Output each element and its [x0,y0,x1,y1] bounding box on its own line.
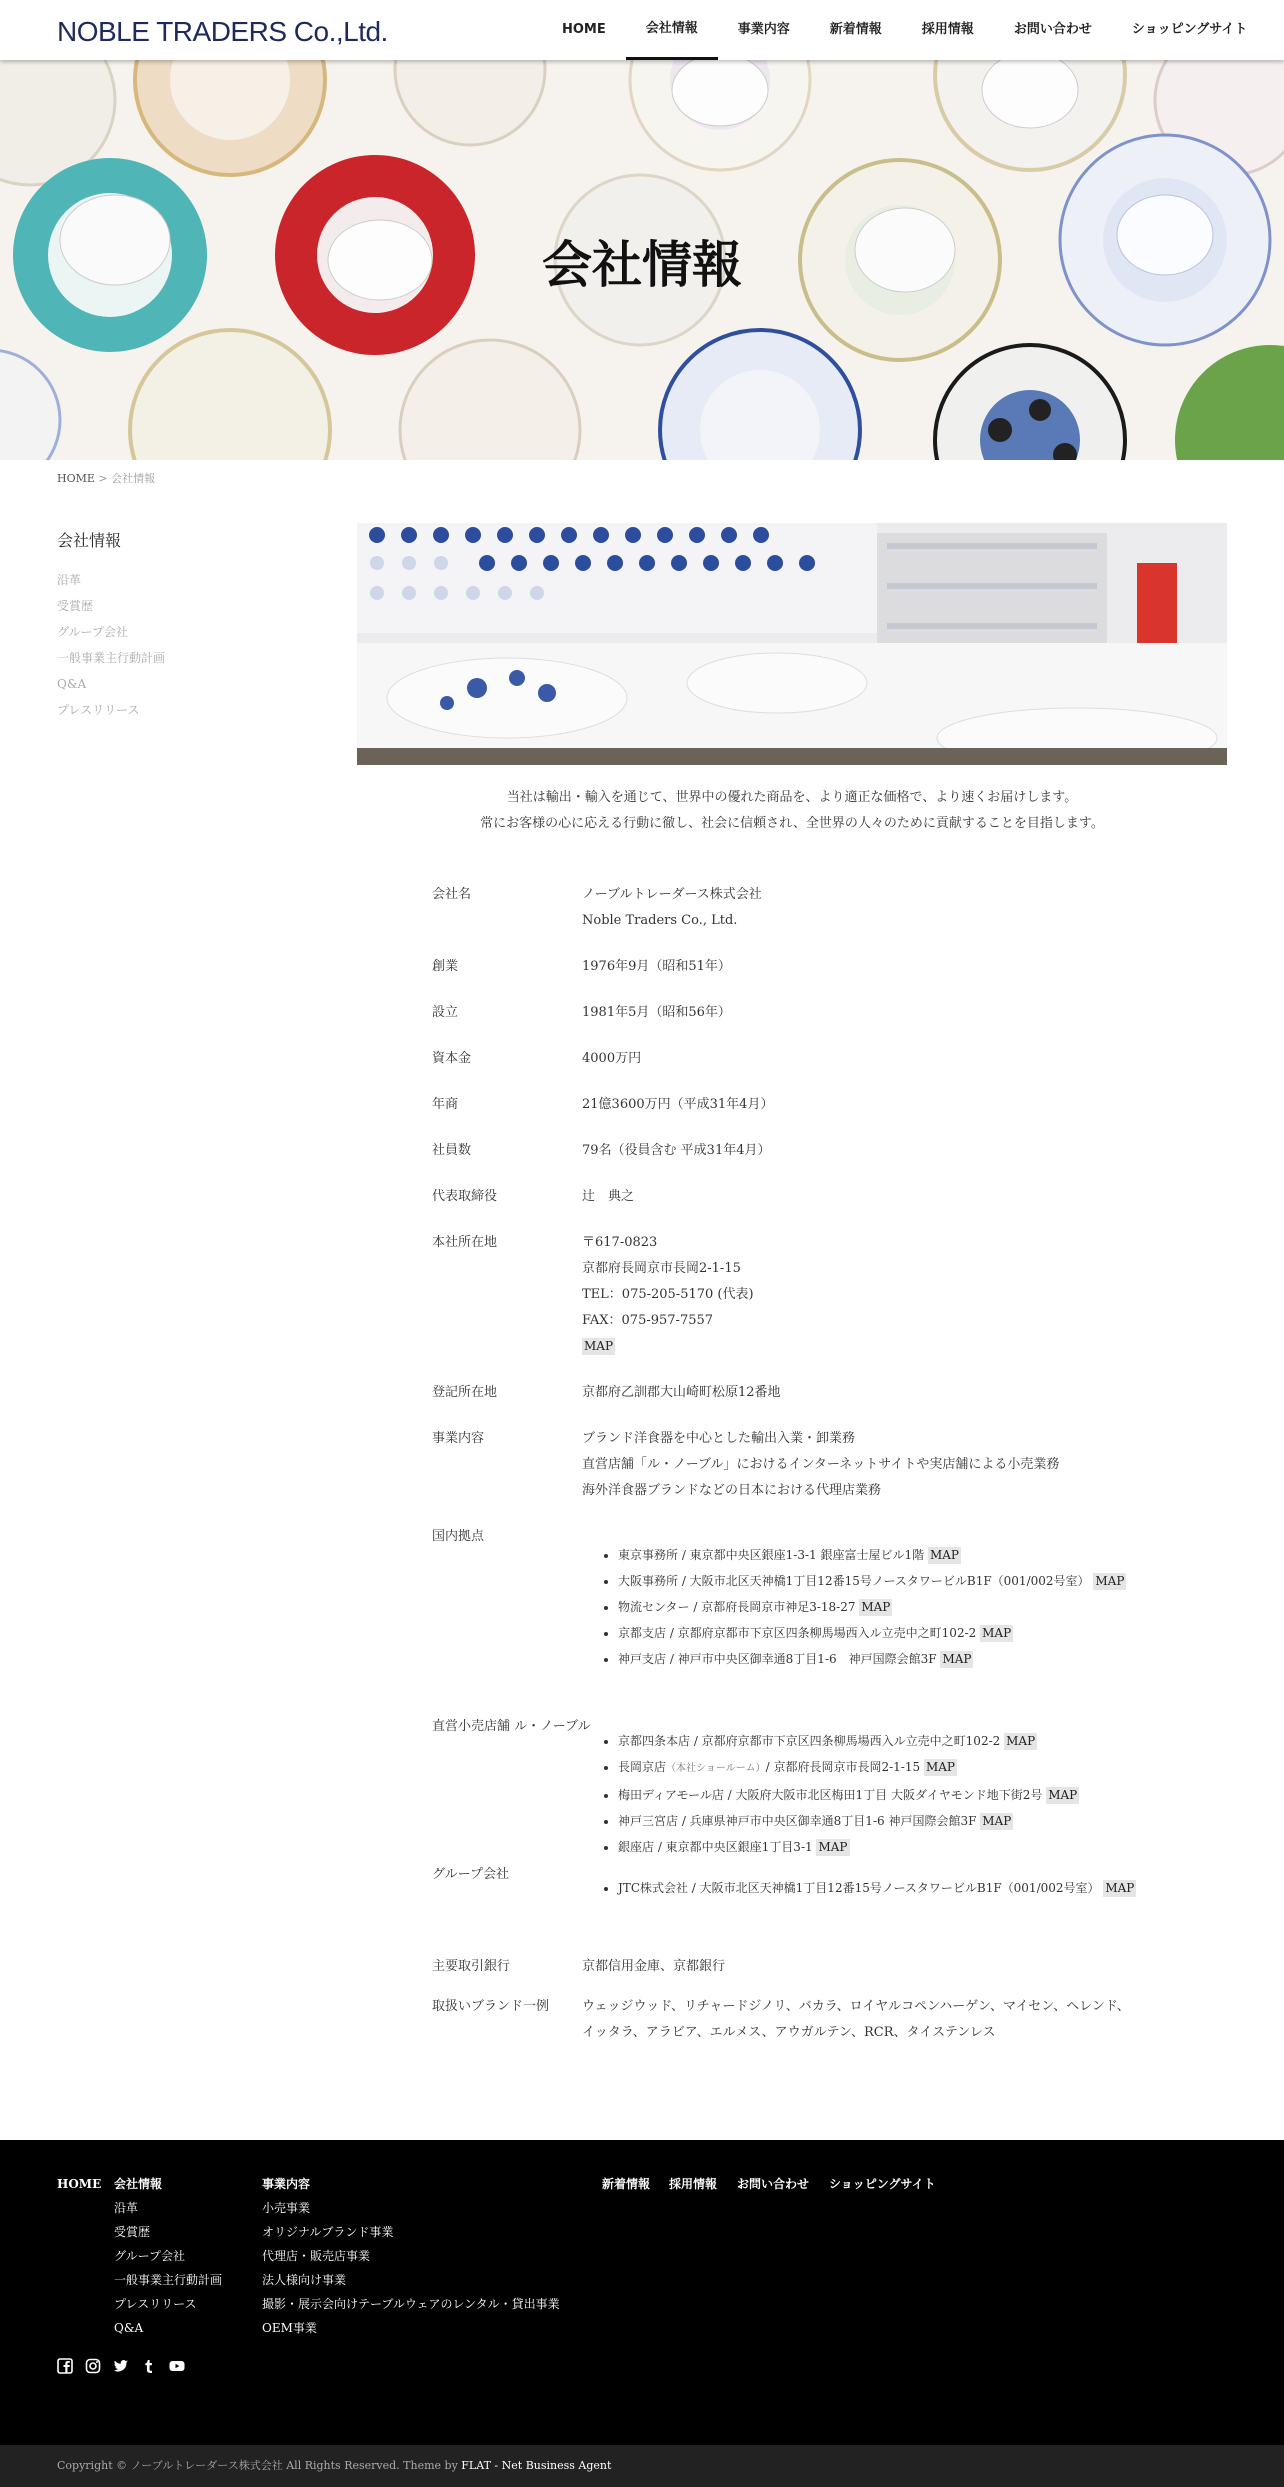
map-link[interactable]: MAP [982,1814,1012,1828]
hero-title: 会社情報 [542,236,742,294]
footer-link[interactable]: 法人様向け事業 [262,2273,347,2287]
nav-home[interactable]: HOME [562,22,606,37]
footer-col-business [262,2172,560,2340]
map-link[interactable]: MAP [929,1548,959,1562]
youtube-icon[interactable] [169,2358,185,2374]
info-value [582,1714,1192,1862]
info-value: 京都府乙訓郡大山崎町松原12番地 [582,1385,781,1400]
theme-separator: - [490,2459,502,2472]
hq-zip: 〒617-0823 [582,1235,658,1250]
info-label: 国内拠点 [432,1529,485,1544]
info-value [582,1426,1192,1524]
sidebar-item-group[interactable]: グループ会社 [57,625,129,639]
nav-shopping[interactable]: ショッピングサイト [1131,22,1248,37]
info-value: 4000万円 [582,1051,642,1066]
copyright-bar [0,2445,1284,2487]
info-value [582,1230,1192,1380]
hq-tel: TEL：075-205-5170 (代表) [582,1287,754,1302]
info-value: 1981年5月（昭和56年） [582,1005,731,1020]
footer-col-company [114,2172,222,2340]
info-value: 1976年9月（昭和51年） [582,959,731,974]
list-item [618,1754,1192,1782]
info-row-brands [432,1994,1192,2046]
list-item [618,1542,1192,1568]
map-link[interactable]: MAP [584,1339,614,1353]
info-value [582,1862,1192,1954]
info-row-founded [432,954,1192,1000]
info-label: 本社所在地 [432,1235,498,1250]
footer-business-title[interactable]: 事業内容 [262,2177,311,2191]
list-item [618,1620,1192,1646]
info-value: 辻 典之 [582,1189,635,1204]
sidebar [57,528,277,723]
info-row-registered [432,1380,1192,1426]
business-item: 海外洋食器ブランドなどの日本における代理店業務 [582,1483,882,1498]
hq-address: 京都府長岡京市長岡2-1-15 [582,1261,741,1276]
info-value: 21億3600万円（平成31年4月） [582,1097,774,1112]
info-label: グループ会社 [432,1867,509,1882]
map-link[interactable]: MAP [982,1626,1012,1640]
map-link[interactable]: MAP [818,1840,848,1854]
info-row-hq [432,1230,1192,1380]
showroom-photo [357,523,1227,765]
main-nav [542,0,1267,60]
info-label: 事業内容 [432,1431,485,1446]
info-label: 創業 [432,959,459,974]
info-row-capital [432,1046,1192,1092]
footer-col-news [602,2172,650,2196]
retail-label: 直営小売店舗 [432,1719,511,1734]
footer-col-shopping [829,2172,936,2196]
list-item [618,1728,1192,1754]
social-links [57,2358,185,2374]
brands-line: イッタラ、アラビア、エルメス、アウガルテン、RCR、タイステンレス [582,2025,996,2040]
footer-col-contact [737,2172,809,2196]
company-info-table [432,882,1192,2046]
nav-business[interactable]: 事業内容 [737,22,790,37]
location-text: 東京事務所 / 東京都中央区銀座1-3-1 銀座富士屋ビル1階 [618,1548,925,1562]
location-text: 京都支店 / 京都府京都市下京区四条柳馬場西入ル立売中之町102-2 [618,1626,977,1640]
info-row-ceo [432,1184,1192,1230]
store-text: 長岡京店 [618,1760,667,1774]
breadcrumb-separator: > [98,472,108,485]
info-row-domestic [432,1524,1192,1714]
instagram-icon[interactable] [85,2358,101,2374]
intro-line-1: 当社は輸出・輸入を通じて、世界中の優れた商品を、より適正な価格で、より速くお届けします。 [506,790,1078,805]
theme-link[interactable]: FLAT [461,2459,491,2472]
store-note: （本社ショールーム） [666,1763,766,1774]
info-label: 主要取引銀行 [432,1959,511,1974]
list-item [618,1646,1192,1672]
list-item [618,1808,1192,1834]
sidebar-item-press[interactable]: プレスリリース [57,703,140,717]
site-header [0,0,1284,60]
info-value [582,1994,1192,2046]
hero-banner [0,60,1284,460]
store-text: 銀座店 / 東京都中央区銀座1丁目3-1 [618,1840,813,1854]
nav-contact[interactable]: お問い合わせ [1013,22,1092,37]
breadcrumb [57,470,155,486]
footer-link[interactable]: グループ会社 [114,2249,186,2263]
map-link[interactable]: MAP [942,1652,972,1666]
location-text: 神戸支店 / 神戸市中央区御幸通8丁目1-6 神戸国際会館3F [618,1652,937,1666]
info-row-bank [432,1954,1192,1994]
footer-link[interactable]: 一般事業主行動計画 [114,2273,223,2287]
info-label: 設立 [432,1005,459,1020]
footer-link[interactable]: プレスリリース [114,2297,197,2311]
info-value: 京都信用金庫、京都銀行 [582,1959,726,1974]
info-label: 資本金 [432,1051,472,1066]
sidebar-item-history[interactable]: 沿革 [57,573,82,587]
hq-fax: FAX：075-957-7557 [582,1313,714,1328]
footer-col-home [57,2172,101,2196]
store-address: / 京都府長岡京市長岡2-1-15 [765,1760,921,1774]
footer-contact-link[interactable]: お問い合わせ [737,2177,810,2191]
info-row-revenue [432,1092,1192,1138]
list-item [618,1875,1192,1901]
group-text: JTC株式会社 / 大阪市北区天神橋1丁目12番15号ノースタワービルB1F（001/002号室） [618,1881,1100,1895]
sidebar-item-qa[interactable]: Q&A [57,677,87,691]
domestic-list [582,1542,1192,1672]
location-text: 物流センター / 京都府長岡京市神足3-18-27 [618,1600,856,1614]
footer-link[interactable]: 代理店・販売店事業 [262,2249,371,2263]
info-row-name [432,882,1192,954]
footer-link[interactable]: 沿革 [114,2201,139,2215]
footer-link[interactable]: 受賞歴 [114,2225,151,2239]
agent-link[interactable]: Net Business Agent [501,2459,612,2472]
info-label: 代表取締役 [432,1189,498,1204]
footer-link[interactable]: オリジナルブランド事業 [262,2225,394,2239]
nav-company[interactable]: 会社情報 [626,0,718,60]
info-value: 79名（役員含む 平成31年4月） [582,1143,771,1158]
map-link[interactable]: MAP [1048,1788,1078,1802]
info-label [432,1714,591,1862]
sidebar-title: 会社情報 [57,531,122,550]
footer-link[interactable]: OEM事業 [262,2321,317,2335]
footer-company-title[interactable]: 会社情報 [114,2177,163,2191]
nav-news[interactable]: 新着情報 [829,22,882,37]
retail-list [582,1728,1192,1860]
map-link[interactable]: MAP [925,1760,955,1774]
info-label: 社員数 [432,1143,472,1158]
footer-link[interactable]: 小売事業 [262,2201,311,2215]
location-text: 大阪事務所 / 大阪市北区天神橋1丁目12番15号ノースタワービルB1F（001/002号室） [618,1574,1090,1588]
info-value [582,1524,1192,1714]
breadcrumb-current: 会社情報 [111,472,156,485]
company-name-en: Noble Traders Co., Ltd. [582,913,738,928]
site-logo[interactable]: NOBLE TRADERS Co.,Ltd. [57,16,388,47]
company-intro [357,785,1227,837]
info-row-retail [432,1714,1192,1862]
brands-line: ウェッジウッド、リチャードジノリ、バカラ、ロイヤルコペンハーゲン、マイセン、ヘレンド、 [582,1999,1130,2014]
list-item [618,1568,1192,1594]
group-list [582,1875,1192,1901]
footer-home-link[interactable]: HOME [57,2177,102,2191]
sidebar-item-awards[interactable]: 受賞歴 [57,599,94,613]
retail-brand-label: ル・ノーブル [514,1719,591,1734]
breadcrumb-home[interactable]: HOME [57,472,95,485]
info-row-established [432,1000,1192,1046]
sidebar-item-action-plan[interactable]: 一般事業主行動計画 [57,651,166,665]
list-item [618,1594,1192,1620]
list-item [618,1782,1192,1808]
company-name-ja: ノーブルトレーダース株式会社 [582,887,762,902]
copyright-text: Copyright © ノーブルトレーダース株式会社 All Rights Reserved. Theme by [57,2459,458,2472]
info-label: 取扱いブランド一例 [432,1999,550,2014]
info-row-business [432,1426,1192,1524]
footer-recruit-link[interactable]: 採用情報 [669,2177,718,2191]
footer-col-recruit [669,2172,717,2196]
twitter-icon[interactable] [113,2358,129,2374]
list-item [618,1834,1192,1860]
store-text: 京都四条本店 / 京都府京都市下京区四条柳馬場西入ル立売中之町102-2 [618,1734,1001,1748]
intro-line-2: 常にお客様の心に応える行動に徹し、社会に信頼され、全世界の人々のために貢献することを目指します。 [480,816,1104,831]
store-text: 梅田ディアモール店 / 大阪府大阪市北区梅田1丁目 大阪ダイヤモンド地下街2号 [618,1788,1043,1802]
site-footer [0,2140,1284,2445]
footer-link[interactable]: 撮影・展示会向けテーブルウェアのレンタル・貸出事業 [262,2297,560,2311]
nav-recruit[interactable]: 採用情報 [921,22,974,37]
footer-news-link[interactable]: 新着情報 [602,2177,651,2191]
map-link[interactable]: MAP [1006,1734,1036,1748]
footer-shopping-link[interactable]: ショッピングサイト [829,2177,936,2191]
tumblr-icon[interactable] [141,2358,157,2374]
map-link[interactable]: MAP [1105,1881,1135,1895]
info-row-employees [432,1138,1192,1184]
facebook-icon[interactable] [57,2358,73,2374]
info-value [582,882,1192,954]
footer-link[interactable]: Q&A [114,2321,144,2335]
info-row-group [432,1862,1192,1954]
info-label: 会社名 [432,887,472,902]
business-item: ブランド洋食器を中心とした輸出入業・卸業務 [582,1431,856,1446]
info-label: 登記所在地 [432,1385,498,1400]
store-text: 神戸三宮店 / 兵庫県神戸市中央区御幸通8丁目1-6 神戸国際会館3F [618,1814,977,1828]
info-label: 年商 [432,1097,459,1112]
map-link[interactable]: MAP [861,1600,891,1614]
map-link[interactable]: MAP [1095,1574,1125,1588]
business-item: 直営店舗「ル・ノーブル」におけるインターネットサイトや実店舗による小売業務 [582,1457,1060,1472]
